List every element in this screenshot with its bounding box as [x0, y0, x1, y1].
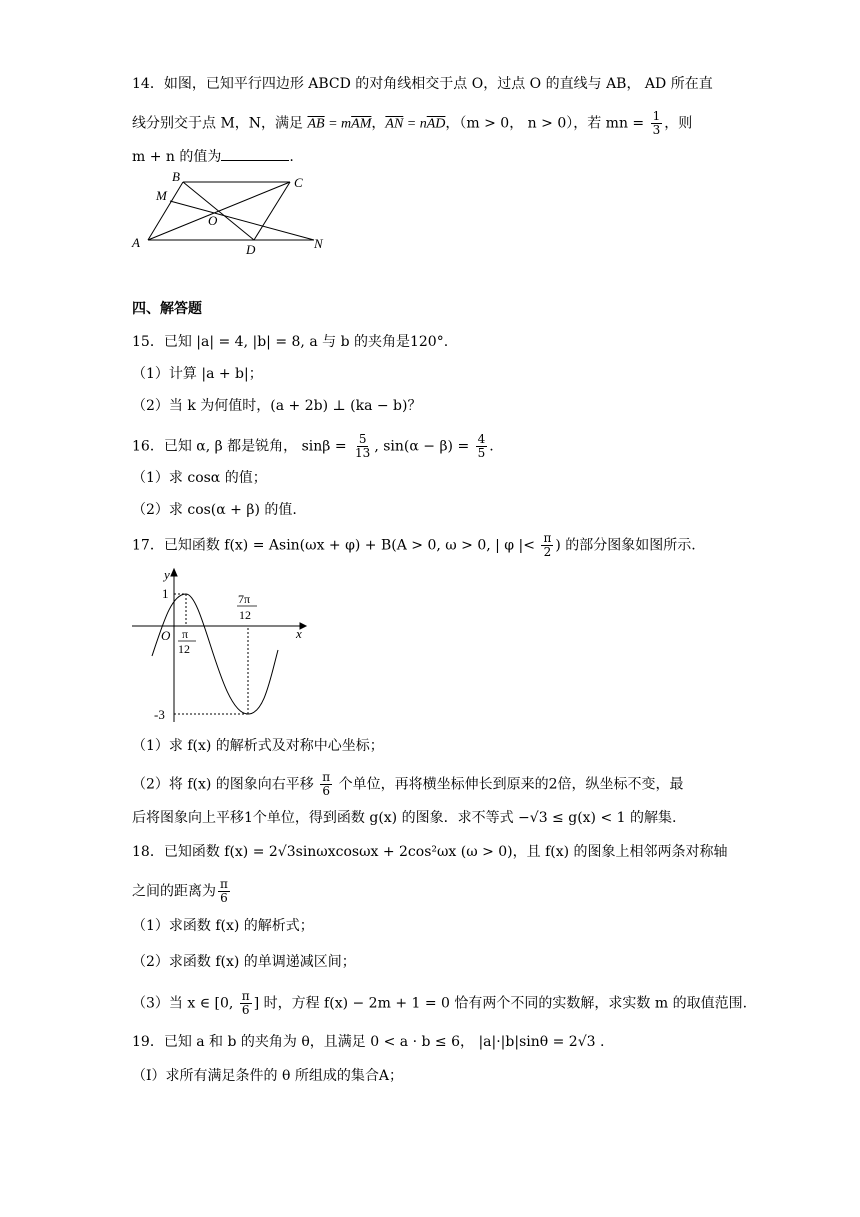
q18-frac: $\frac{\pi}{6}$: [220, 877, 228, 905]
q15-part2: （2）当 k 为何值时，(a + 2b) ⊥ (ka − b)？: [132, 398, 422, 414]
max-label: 1: [162, 586, 169, 601]
q19-part1: （Ⅰ）求所有满足条件的 θ 所组成的集合A；: [132, 1068, 403, 1084]
q17-frac: $\frac{\pi}{2}$: [543, 531, 552, 559]
label-C: C: [294, 175, 303, 190]
q14-line1: 14．如图，已知平行四边形 ABCD 的对角线相交于点 O，过点 O 的直线与 AB， AD 所在直: [132, 76, 713, 92]
section-heading: 四、解答题: [132, 301, 202, 317]
q19-stem: 19．已知 a 和 b 的夹角为 θ，且满足 0 < a · b ≤ 6， |a|·|b|sinθ = 2√3 .: [132, 1034, 605, 1050]
q16-part2: （2）求 cos(α + β) 的值.: [132, 502, 297, 518]
origin-label: O: [161, 628, 171, 643]
q14-fraction: $\frac{1}{3}$: [652, 109, 661, 137]
answer-blank: [221, 146, 289, 161]
sine-graph: [128, 562, 308, 724]
q15-stem: 15．已知 |a| = 4, |b| = 8, a 与 b 的夹角是120°.: [132, 334, 449, 350]
tick-7pi-12-den: 12: [239, 608, 251, 622]
q17-part2: （2）将 f(x) 的图象向右平移 $\frac{\pi}{6}$ 个单位，再将横坐标伸长到原来的2倍，纵坐标不变，最: [132, 770, 684, 798]
q18-part3: （3）当 x ∈ [0, $\frac{\pi}{6}$ ] 时，方程 f(x) − 2m + 1 = 0 恰有两个不同的实数解，求实数 m 的取值范围.: [132, 989, 748, 1017]
tick-pi-12-den: 12: [178, 642, 190, 656]
q18-stem-line2: 之间的距离为 $\frac{\pi}{6}$: [132, 877, 228, 905]
q18-stem: 18．已知函数 f(x) = 2√3sinωxcosωx + 2cos²ωx (ω > 0)，且 f(x) 的图象上相邻两条对称轴: [132, 844, 728, 860]
q17-part2-line2: 后将图象向上平移1个单位，得到函数 g(x) 的图象．求不等式 −√3 ≤ g(x) < 1 的解集.: [132, 810, 677, 826]
label-N: N: [314, 236, 323, 251]
label-A: A: [132, 235, 140, 250]
tick-7pi-12-num: 7π: [238, 592, 251, 606]
y-axis-label: y: [164, 567, 170, 582]
q14-line2: 线分别交于点 M，N，满足 $\overline{AB} = m\overline{AM}$，$\overline{AN} = n\overline{AD}$，（m > 0， n > 0），若 mn = $\frac{1}{3}$ ，则: [132, 109, 693, 137]
q18-part2: （2）求函数 f(x) 的单调递减区间；: [132, 954, 356, 970]
tick-pi-12-num: π: [182, 627, 189, 641]
label-M: M: [156, 188, 167, 203]
q17-p2-frac: $\frac{\pi}{6}$: [322, 770, 331, 798]
q17-part1: （1）求 f(x) 的解析式及对称中心坐标；: [132, 738, 384, 754]
label-D: D: [246, 242, 256, 257]
parallelogram-figure: [128, 168, 328, 260]
q14-line3: m + n 的值为 .: [132, 146, 294, 167]
q16-part1: （1）求 cosα 的值；: [132, 470, 267, 486]
q16-stem: 16．已知 α, β 都是锐角， sinβ = $\frac{5}{13}$ , sin(α − β) = $\frac{4}{5}$ .: [132, 432, 494, 460]
q18-p3-frac: $\frac{\pi}{6}$: [241, 989, 250, 1017]
q17-stem: 17．已知函数 f(x) = Asin(ωx + φ) + B(A > 0, ω > 0, | φ |< $\frac{\pi}{2}$ ) 的部分图象如图所示.: [132, 531, 696, 559]
label-O: O: [208, 213, 218, 228]
q16-frac1: $\frac{5}{13}$: [355, 432, 371, 460]
min-label: -3: [154, 707, 165, 722]
label-B: B: [172, 169, 180, 184]
q16-frac2: $\frac{4}{5}$: [477, 432, 486, 460]
q18-part1: （1）求函数 f(x) 的解析式；: [132, 918, 314, 934]
q15-part1: （1）计算 |a + b|；: [132, 366, 263, 382]
x-axis-label: x: [296, 626, 302, 641]
